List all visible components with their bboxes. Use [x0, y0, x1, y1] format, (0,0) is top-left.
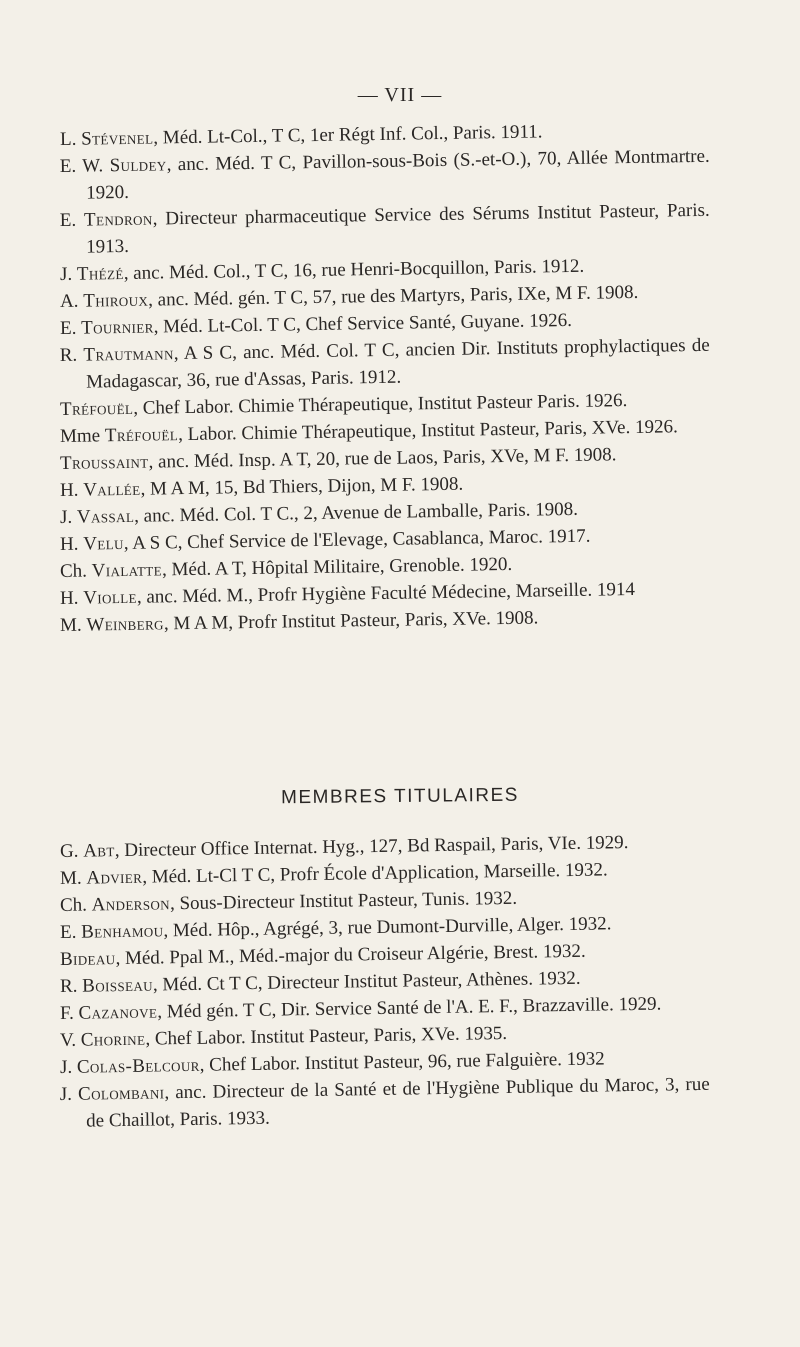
member-name: Violle [83, 586, 138, 609]
member-name: Vialatte [91, 559, 163, 582]
member-name: Stévenel [80, 127, 154, 150]
member-initial: J. [59, 263, 73, 285]
member-details: , Labor. Chimie Thérapeutique, Institut Pasteur, Paris, XVe. 1926. [177, 416, 678, 446]
member-name: Tournier [80, 316, 154, 339]
member-name: Colombani [77, 1082, 165, 1105]
member-name: Anderson [91, 893, 171, 916]
section-title: MEMBRES TITULAIRES [280, 784, 520, 809]
member-details: , Méd. Lt-Col. T C, Chef Service Santé, Guyane. 1926. [153, 309, 573, 338]
member-name: Abt [83, 840, 115, 862]
member-initial: H. [59, 587, 79, 609]
member-initial: E. W. [59, 155, 104, 178]
member-initial: E. [59, 209, 77, 232]
member-initial: L. [59, 128, 77, 150]
member-initial: F. [59, 1002, 74, 1024]
member-details: , Méd gén. T C, Dir. Service Santé de l'A. E. F., Brazzaville. 1929. [157, 993, 662, 1023]
member-name: Vassal [76, 505, 135, 528]
member-name: Advier [86, 866, 143, 889]
member-initial: R. [59, 975, 78, 997]
member-details: , Directeur pharmaceutique Service des Sérums Institut Pasteur, Paris. 1913. [86, 199, 710, 258]
member-name: Thézé [76, 263, 124, 285]
member-name: Suldey [109, 154, 167, 177]
member-name: Weinberg [86, 613, 165, 636]
member-initial: J. [59, 1083, 73, 1106]
member-name: Tendron [83, 208, 153, 231]
member-details: , anc. Méd. Col., T C, 16, rue Henri-Bocquillon, Paris. 1912. [123, 255, 585, 284]
page-number: — VII — [357, 84, 443, 106]
member-entry [60, 1071, 711, 1135]
member-initial: R. [59, 344, 78, 367]
member-name: Boisseau [82, 974, 154, 997]
member-initial: E. [59, 317, 77, 339]
member-name: Vallée [83, 478, 141, 501]
member-initial: H. [59, 479, 79, 501]
member-list-titulaires [59, 832, 710, 1135]
member-initial: M. [59, 867, 82, 889]
member-initial: Ch. [59, 894, 88, 916]
member-name: Bideau [59, 948, 116, 970]
member-details: , Méd. Ct T C, Directeur Institut Pasteur, Athènes. 1932. [152, 967, 581, 996]
member-details: , anc. Méd. gén. T C, 57, rue des Martyrs, Paris, IXe, M F. 1908. [148, 281, 639, 311]
member-name: Colas-Belcour [76, 1054, 200, 1078]
member-details: , anc. Méd. Insp. A T, 20, rue de Laos, Paris, XVe, M F. 1908. [148, 444, 617, 473]
member-details: , Sous-Directeur Institut Pasteur, Tunis. 1932. [169, 887, 518, 915]
member-initial: J. [59, 506, 73, 528]
member-name: Tréfouël [104, 424, 179, 447]
member-details: , Chef Labor. Chimie Thérapeutique, Institut Pasteur Paris. 1926. [133, 390, 628, 419]
member-details: , A S C, Chef Service de l'Elevage, Casablanca, Maroc. 1917. [123, 525, 591, 554]
member-initial: H. [59, 533, 79, 555]
member-details: , M A M, Profr Institut Pasteur, Paris, XVe. 1908. [163, 607, 539, 635]
member-details: , Méd. Hôp., Agrégé, 3, rue Dumont-Durville, Alger. 1932. [163, 913, 612, 942]
member-list-correspondants [59, 121, 710, 639]
member-initial: Ch. [59, 560, 88, 582]
member-details: , Méd. Ppal M., Méd.-major du Croiseur Algérie, Brest. 1932. [115, 940, 586, 970]
member-name: Chorine [80, 1028, 146, 1051]
member-details: , Directeur Office Internat. Hyg., 127, Bd Raspail, Paris, VIe. 1929. [114, 832, 629, 862]
member-details: , anc. Directeur de la Santé et de l'Hygiène Publique du Maroc, 3, rue de Chaillot, Paris. 1933. [86, 1073, 710, 1132]
member-initial: Mme [59, 425, 101, 447]
member-initial: J. [59, 1056, 73, 1078]
member-details: , Méd. Lt-Col., T C, 1er Régt Inf. Col., Paris. 1911. [153, 121, 543, 149]
member-initial: A. [59, 290, 79, 312]
member-details: , Chef Labor. Institut Pasteur, 96, rue Falguière. 1932 [199, 1048, 605, 1076]
member-initial: V. [59, 1029, 77, 1051]
member-details: , Chef Labor. Institut Pasteur, Paris, XVe. 1935. [145, 1022, 508, 1050]
member-name: Benhamou [80, 920, 164, 943]
member-details: , Méd. A T, Hôpital Militaire, Grenoble. 1920. [161, 553, 513, 581]
member-details: , A S C, anc. Méd. Col. T C, ancien Dir. Instituts prophylactiques de Madagascar, 36, rue d'Assas, Paris. 1912. [86, 334, 710, 393]
member-details: , Méd. Lt-Cl T C, Profr École d'Application, Marseille. 1932. [142, 859, 608, 888]
member-details: , anc. Méd. M., Profr Hygiène Faculté Médecine, Marseille. 1914 [136, 578, 636, 608]
member-name: Trautmann [83, 343, 174, 366]
member-name: Tréfouël [59, 397, 134, 420]
member-initial: M. [59, 614, 82, 636]
member-name: Troussaint [59, 451, 149, 474]
member-name: Cazanove [78, 1001, 158, 1024]
member-details: , anc. Méd. Col. T C., 2, Avenue de Lamballe, Paris. 1908. [134, 498, 579, 527]
member-initial: G. [59, 840, 79, 862]
member-name: Velu [83, 532, 124, 555]
member-name: Thiroux [83, 289, 149, 312]
member-details: , anc. Méd. T C, Pavillon-sous-Bois (S.-et-O.), 70, Allée Montmartre. 1920. [86, 145, 710, 204]
member-details: , M A M, 15, Bd Thiers, Dijon, M F. 1908. [140, 473, 464, 500]
member-initial: E. [59, 921, 77, 943]
